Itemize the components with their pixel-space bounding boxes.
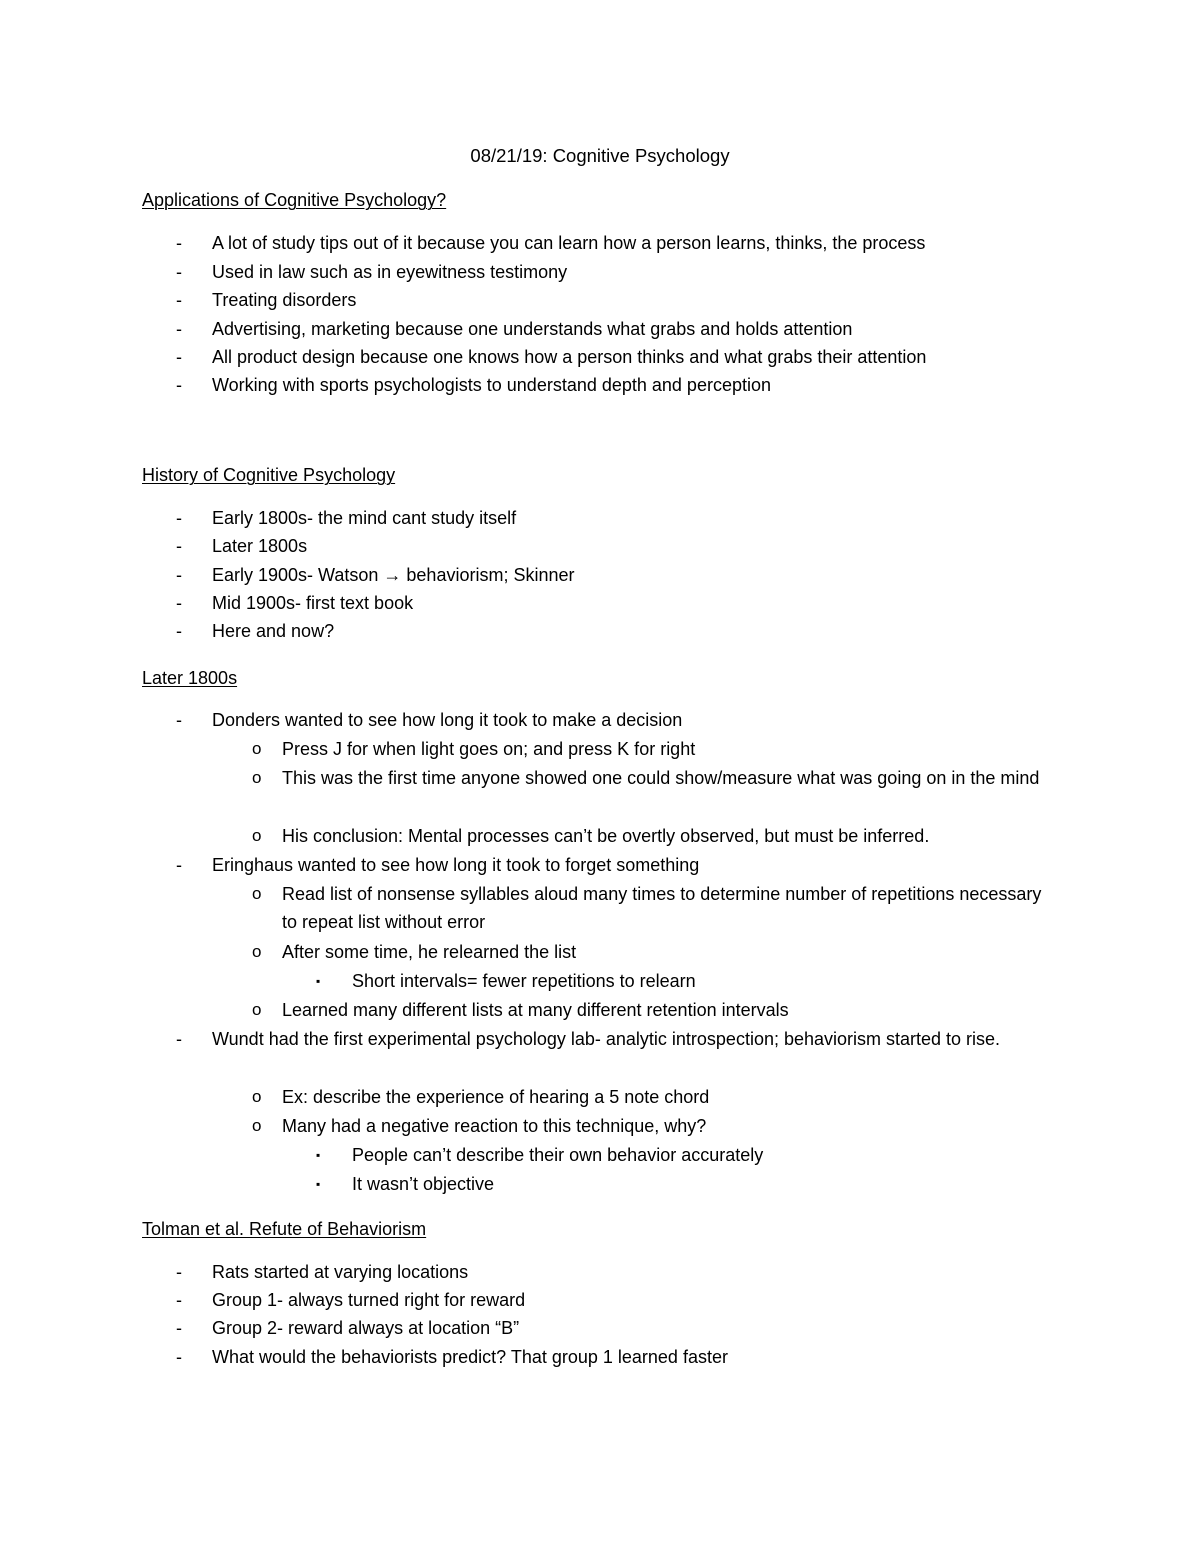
sub-sub-list-item: ▪ People can’t describe their own behavior accurately [352, 1141, 763, 1169]
sub-list-item: o Many had a negative reaction to this technique, why? [282, 1112, 706, 1140]
heading-later-1800s: Later 1800s [142, 668, 238, 688]
dash-bullet: - [176, 621, 182, 641]
dash-bullet: - [176, 262, 182, 282]
list-item: - Group 2- reward always at location “B” [212, 1314, 519, 1342]
dash-bullet: - [176, 508, 182, 528]
sub-list-item: o Read list of nonsense syllables aloud many times to determine number of repetitions necessary to repeat list without error [282, 880, 1042, 936]
circle-bullet: o [252, 1087, 262, 1106]
list-item: - Rats started at varying locations [212, 1258, 468, 1286]
dash-bullet: - [176, 593, 182, 613]
dash-bullet: - [176, 290, 182, 310]
sub-list-item: o Press J for when light goes on; and press K for right [282, 735, 695, 763]
sub-sub-list-item: ▪ It wasn’t objective [352, 1170, 494, 1198]
dash-bullet: - [176, 1029, 182, 1049]
square-bullet: ▪ [316, 974, 321, 988]
square-bullet: ▪ [316, 1177, 321, 1191]
list-item: - Early 1800s- the mind cant study itself [212, 504, 516, 532]
list-item: - Here and now? [212, 617, 334, 645]
list-item: - Early 1900s- Watson → behaviorism; Skinner [212, 561, 574, 589]
dash-bullet: - [176, 319, 182, 339]
dash-bullet: - [176, 347, 182, 367]
list-item: - Used in law such as in eyewitness testimony [212, 258, 567, 286]
dash-bullet: - [176, 233, 182, 253]
list-item: - What would the behaviorists predict? That group 1 learned faster [212, 1343, 728, 1371]
dash-bullet: - [176, 855, 182, 875]
circle-bullet: o [252, 739, 262, 758]
list-item: - Advertising, marketing because one understands what grabs and holds attention [212, 315, 852, 343]
list-item: - Wundt had the first experimental psychology lab- analytic introspection; behaviorism started to rise. [212, 1025, 1057, 1053]
sub-list-item: o After some time, he relearned the list [282, 938, 576, 966]
dash-bullet: - [176, 710, 182, 730]
circle-bullet: o [252, 768, 262, 787]
heading-tolman: Tolman et al. Refute of Behaviorism [142, 1219, 427, 1239]
list-item: - Eringhaus wanted to see how long it took to forget something [212, 851, 699, 879]
sub-list-item: o Ex: describe the experience of hearing a 5 note chord [282, 1083, 709, 1111]
heading-history: History of Cognitive Psychology [142, 465, 396, 485]
sub-list-item: o His conclusion: Mental processes can’t be overtly observed, but must be inferred. [282, 822, 929, 850]
dash-bullet: - [176, 1290, 182, 1310]
circle-bullet: o [252, 1116, 262, 1135]
dash-bullet: - [176, 375, 182, 395]
circle-bullet: o [252, 942, 262, 961]
circle-bullet: o [252, 1000, 262, 1019]
sub-list-item: o Learned many different lists at many different retention intervals [282, 996, 789, 1024]
list-item: - Group 1- always turned right for reward [212, 1286, 525, 1314]
dash-bullet: - [176, 1262, 182, 1282]
list-item: - Later 1800s [212, 532, 307, 560]
circle-bullet: o [252, 884, 262, 903]
square-bullet: ▪ [316, 1148, 321, 1162]
dash-bullet: - [176, 1318, 182, 1338]
dash-bullet: - [176, 565, 182, 585]
list-item: - Working with sports psychologists to understand depth and perception [212, 371, 771, 399]
list-item: - Donders wanted to see how long it took to make a decision [212, 706, 682, 734]
page-title: 08/21/19: Cognitive Psychology [470, 145, 730, 166]
circle-bullet: o [252, 826, 262, 845]
dash-bullet: - [176, 1347, 182, 1367]
list-item: - All product design because one knows how a person thinks and what grabs their attention [212, 343, 926, 371]
dash-bullet: - [176, 536, 182, 556]
heading-applications: Applications of Cognitive Psychology? [142, 190, 447, 210]
sub-sub-list-item: ▪ Short intervals= fewer repetitions to relearn [352, 967, 696, 995]
list-item: - Treating disorders [212, 286, 356, 314]
sub-list-item: o This was the first time anyone showed one could show/measure what was going on in the mind [282, 764, 1052, 792]
list-item: - Mid 1900s- first text book [212, 589, 413, 617]
list-item: - A lot of study tips out of it because you can learn how a person learns, thinks, the process [212, 229, 925, 257]
